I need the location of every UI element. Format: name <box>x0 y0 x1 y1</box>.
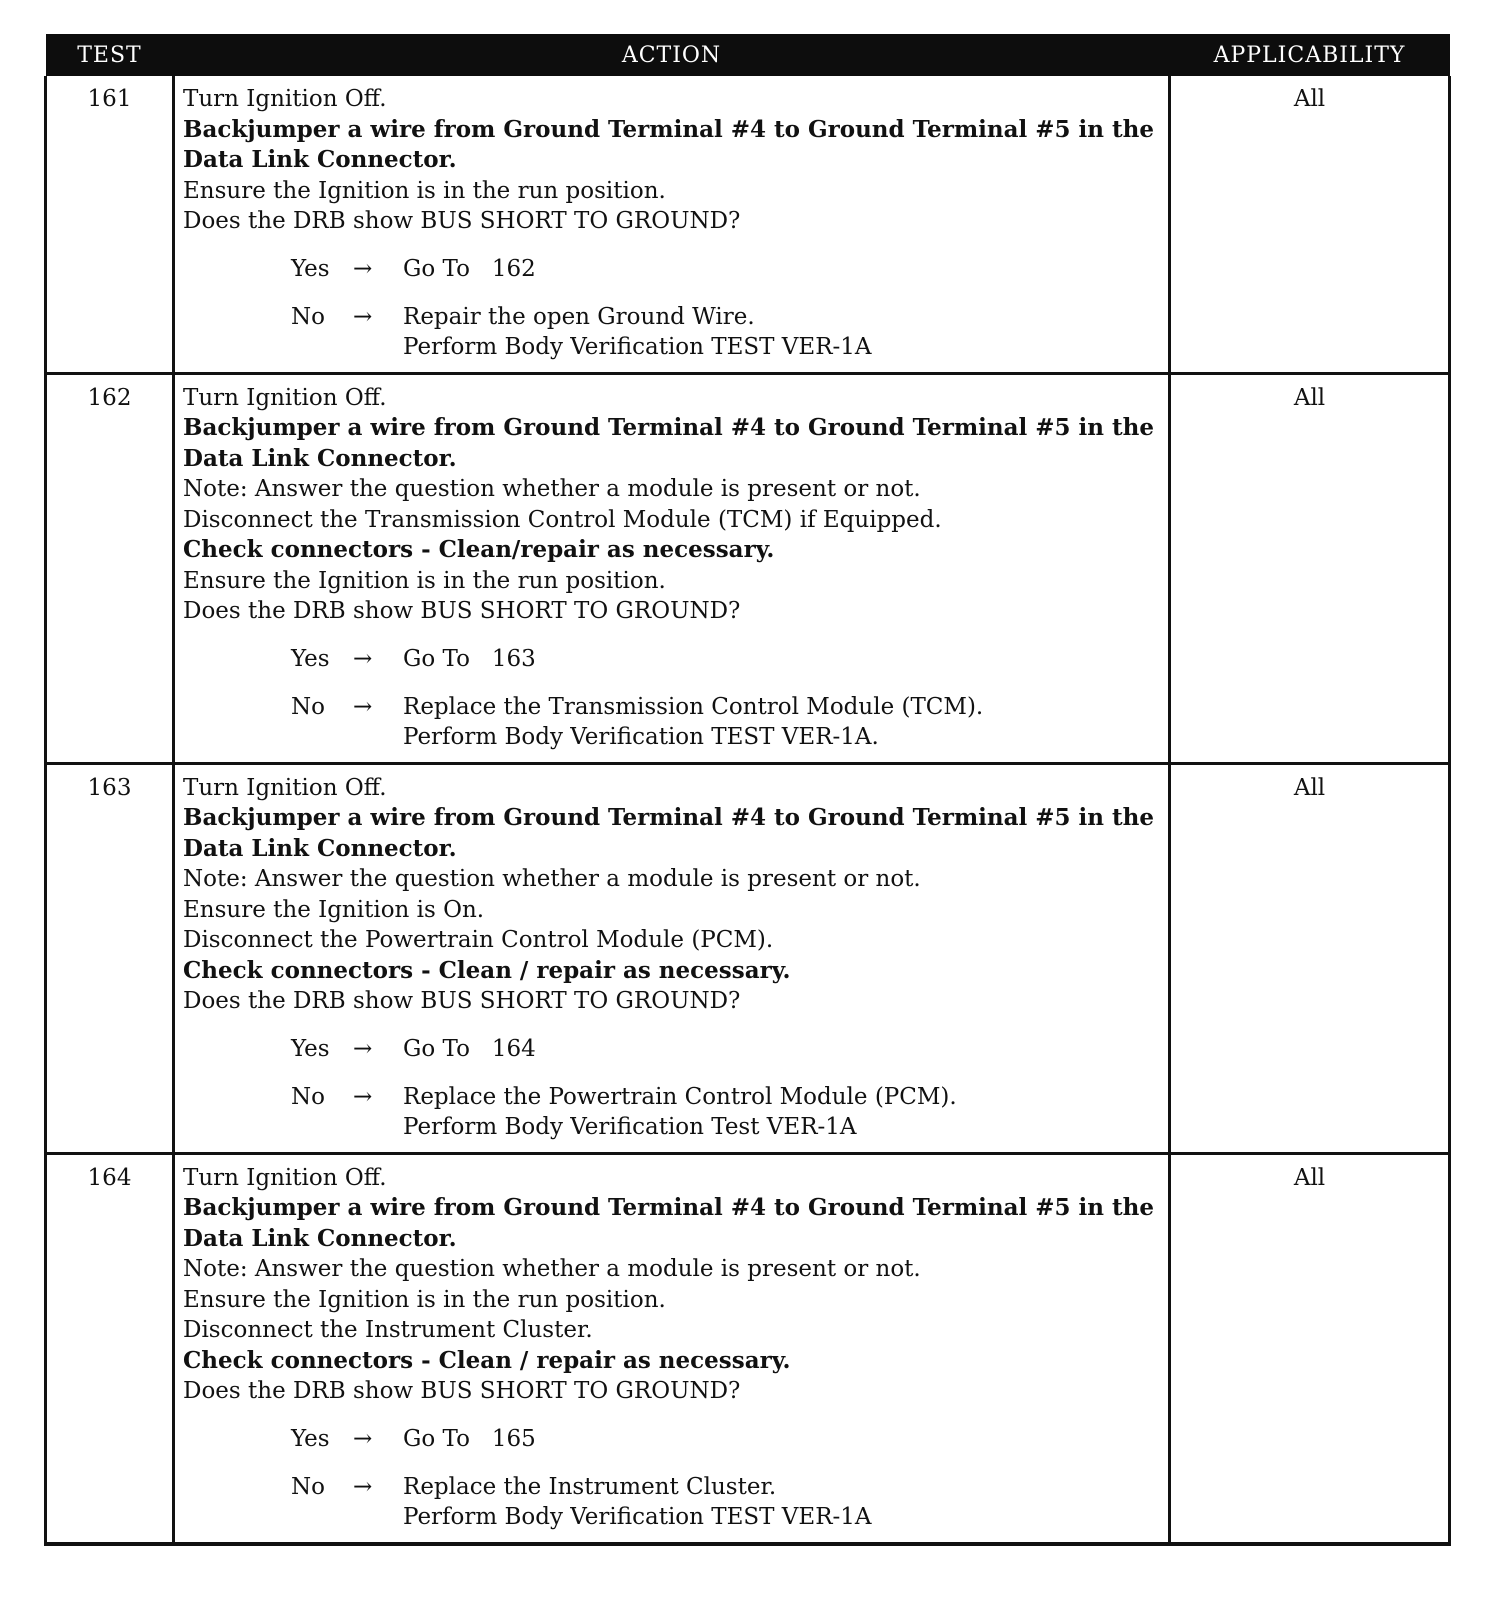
action-cell <box>174 763 1170 1153</box>
applicability-value: All <box>1170 1153 1450 1544</box>
outcome-no-line: Repair the open Ground Wire. <box>403 303 755 330</box>
table-row <box>46 763 1450 1153</box>
outcome-yes <box>291 254 1162 284</box>
applicability-value: All <box>1170 763 1450 1153</box>
action-step: Disconnect the Transmission Control Module (TCM) if Equipped. <box>183 506 942 533</box>
outcome-no-label: No <box>291 693 325 720</box>
outcome-no-detail <box>403 302 1162 362</box>
applicability-value: All <box>1170 76 1450 373</box>
action-step: Note: Answer the question whether a module is present or not. <box>183 476 921 502</box>
outcome-no-line: Replace the Instrument Cluster. <box>403 1473 777 1500</box>
test-number: 164 <box>46 1153 174 1544</box>
action-step: Does the DRB show BUS SHORT TO GROUND? <box>183 1378 741 1404</box>
right-arrow-icon: → <box>353 1083 373 1110</box>
outcome-no-line: Perform Body Verification TEST VER-1A <box>403 333 872 360</box>
outcome-no-detail <box>403 1472 1162 1532</box>
action-step: Note: Answer the question whether a module is present or not. <box>183 866 921 892</box>
header-applicability: APPLICABILITY <box>1170 34 1450 76</box>
header-test: TEST <box>46 34 174 76</box>
action-step-bold: Check connectors - Clean / repair as necessary. <box>183 956 791 984</box>
outcome-no <box>291 1082 1162 1142</box>
outcome-no-label: No <box>291 303 325 330</box>
outcome-no-line: Perform Body Verification TEST VER-1A. <box>403 723 879 750</box>
outcome-yes-label: Yes <box>291 1035 330 1062</box>
action-step-bold: Backjumper a wire from Ground Terminal #4 to Ground Terminal #5 in the Data Link Connector. <box>183 1194 1154 1252</box>
diagnostic-test-table <box>44 34 1451 1546</box>
action-cell <box>174 76 1170 373</box>
outcome-no <box>291 692 1162 752</box>
action-step: Turn Ignition Off. <box>183 1164 387 1191</box>
right-arrow-icon: → <box>353 645 373 672</box>
header-action: ACTION <box>174 34 1170 76</box>
outcome-yes-text: Go To 165 <box>403 1425 536 1452</box>
action-step: Does the DRB show BUS SHORT TO GROUND? <box>183 988 741 1014</box>
action-step: Ensure the Ignition is in the run position. <box>183 567 666 594</box>
test-number: 161 <box>46 76 174 373</box>
action-step: Note: Answer the question whether a module is present or not. <box>183 1256 921 1282</box>
action-step-bold: Check connectors - Clean/repair as necessary. <box>183 536 775 563</box>
action-step: Ensure the Ignition is in the run position. <box>183 177 666 204</box>
outcome-no <box>291 1472 1162 1532</box>
action-step: Does the DRB show BUS SHORT TO GROUND? <box>183 598 741 624</box>
test-number: 162 <box>46 373 174 763</box>
right-arrow-icon: → <box>353 255 373 282</box>
table-header-row <box>46 34 1450 76</box>
right-arrow-icon: → <box>353 303 373 330</box>
outcome-no-line: Perform Body Verification TEST VER-1A <box>403 1503 872 1530</box>
outcome-yes-label: Yes <box>291 645 330 672</box>
outcome-no-label: No <box>291 1083 325 1110</box>
action-step: Disconnect the Instrument Cluster. <box>183 1317 593 1343</box>
outcome-no-label: No <box>291 1473 325 1500</box>
applicability-value: All <box>1170 373 1450 763</box>
outcome-no-line: Perform Body Verification Test VER-1A <box>403 1113 857 1140</box>
action-step-bold: Check connectors - Clean / repair as necessary. <box>183 1346 791 1374</box>
outcome-yes-label: Yes <box>291 255 330 282</box>
table-row <box>46 76 1450 373</box>
outcome-yes-text: Go To 163 <box>403 645 536 672</box>
outcome-no-line: Replace the Transmission Control Module (TCM). <box>403 693 984 720</box>
action-cell <box>174 373 1170 763</box>
test-number: 163 <box>46 763 174 1153</box>
outcome-yes <box>291 1034 1162 1064</box>
diagnostic-test-sheet <box>44 34 1448 1546</box>
action-step-bold: Backjumper a wire from Ground Terminal #4 to Ground Terminal #5 in the Data Link Connector. <box>183 115 1154 173</box>
outcome-yes-text: Go To 164 <box>403 1035 536 1062</box>
right-arrow-icon: → <box>353 693 373 720</box>
action-step: Turn Ignition Off. <box>183 384 387 411</box>
outcome-yes <box>291 1424 1162 1454</box>
outcome-no-detail <box>403 692 1162 752</box>
action-step: Ensure the Ignition is On. <box>183 896 485 923</box>
action-step: Disconnect the Powertrain Control Module (PCM). <box>183 927 774 953</box>
action-step: Turn Ignition Off. <box>183 774 387 801</box>
outcome-yes <box>291 644 1162 674</box>
action-step-bold: Backjumper a wire from Ground Terminal #4 to Ground Terminal #5 in the Data Link Connector. <box>183 804 1154 862</box>
outcome-no <box>291 302 1162 362</box>
action-cell <box>174 1153 1170 1544</box>
action-step: Does the DRB show BUS SHORT TO GROUND? <box>183 208 741 234</box>
table-row <box>46 1153 1450 1544</box>
outcome-no-line: Replace the Powertrain Control Module (PCM). <box>403 1083 957 1110</box>
outcome-yes-label: Yes <box>291 1425 330 1452</box>
right-arrow-icon: → <box>353 1473 373 1500</box>
action-step: Turn Ignition Off. <box>183 86 387 112</box>
right-arrow-icon: → <box>353 1425 373 1452</box>
outcome-yes-text: Go To 162 <box>403 255 536 282</box>
action-step: Ensure the Ignition is in the run position. <box>183 1286 666 1313</box>
table-row <box>46 373 1450 763</box>
action-step-bold: Backjumper a wire from Ground Terminal #4 to Ground Terminal #5 in the Data Link Connector. <box>183 414 1154 472</box>
right-arrow-icon: → <box>353 1035 373 1062</box>
outcome-no-detail <box>403 1082 1162 1142</box>
